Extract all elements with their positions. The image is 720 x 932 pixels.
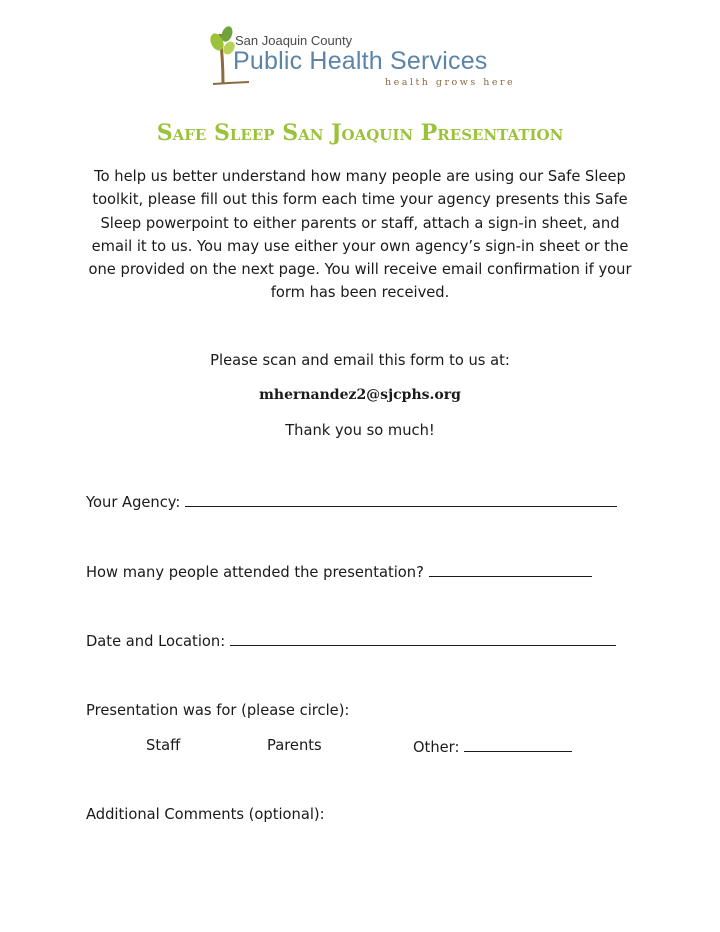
audience-option-parents[interactable]: Parents — [267, 737, 322, 754]
audience-option-other-label: Other: — [413, 739, 460, 756]
audience-field — [86, 702, 349, 719]
attendance-input-line[interactable] — [429, 562, 592, 577]
comments-label: Additional Comments (optional): — [86, 806, 325, 823]
intro-paragraph: To help us better understand how many people are using our Safe Sleep toolkit, please fill out this form each time your agency presents this Safe Sleep powerpoint to either parents or staff, attach a sign-in sheet, and email it to us. You may use either your own agency’s sign-in sheet or the one provided on the next page. You will receive email confirmation if your form has been received. — [88, 168, 632, 302]
agency-label: Your Agency: — [86, 494, 181, 511]
attendance-label: How many people attended the presentation? — [86, 564, 424, 581]
scan-instruction: Please scan and email this form to us at: — [210, 352, 510, 369]
date-location-field — [86, 631, 616, 650]
agency-logo — [209, 26, 514, 96]
agency-input-line[interactable] — [185, 492, 617, 507]
date-location-input-line[interactable] — [230, 631, 616, 646]
other-input-line[interactable] — [464, 737, 572, 752]
comments-field — [86, 806, 325, 823]
audience-label: Presentation was for (please circle): — [86, 702, 350, 719]
audience-option-staff[interactable]: Staff — [146, 737, 181, 754]
agency-field — [86, 492, 617, 511]
date-location-label: Date and Location: — [86, 633, 226, 650]
attendance-field — [86, 562, 592, 581]
contact-email: mhernandez2@sjcphs.org — [259, 387, 461, 403]
logo-county-text: San Joaquin County — [235, 33, 353, 48]
thank-you-text: Thank you so much! — [285, 422, 435, 439]
audience-option-other[interactable] — [413, 737, 572, 756]
logo-tagline: health grows here — [385, 77, 516, 88]
page-title: Safe Sleep San Joaquin Presentation — [156, 120, 564, 146]
logo-name-text: Public Health Services — [233, 47, 488, 75]
